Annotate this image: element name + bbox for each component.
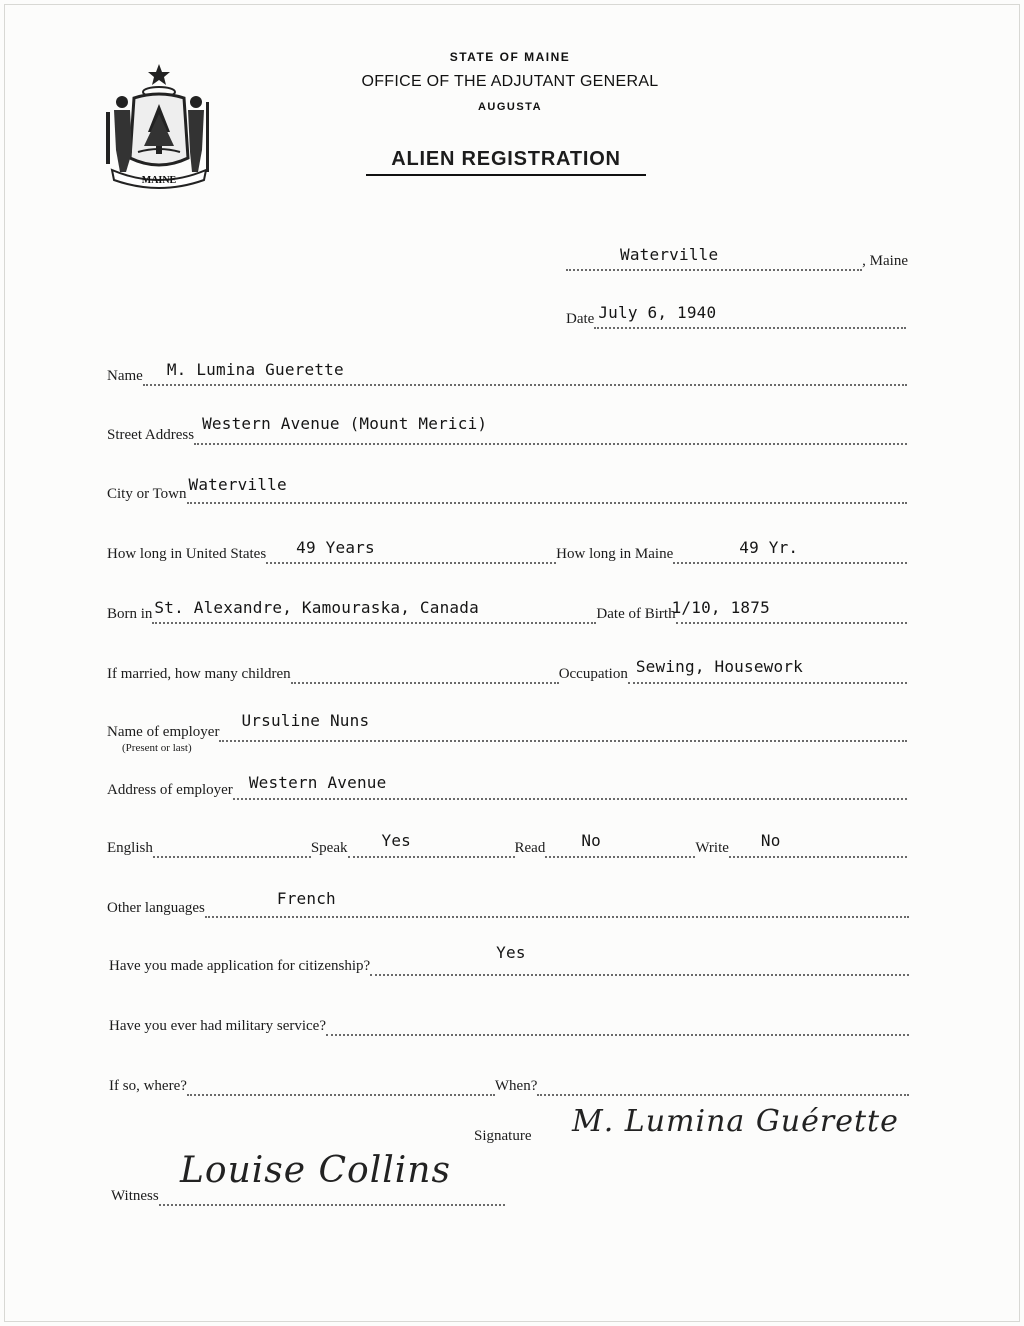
other-languages-label: Other languages [107,900,205,916]
military-row [109,1006,909,1036]
how-long-maine-value: 49 Yr. [739,538,799,557]
date-row [566,299,906,329]
date-of-birth-value: 1/10, 1875 [671,598,770,617]
city-field [187,472,907,504]
place-value: Waterville [620,245,719,264]
when-field [537,1064,909,1096]
employer-address-field [233,768,907,800]
citizenship-field [370,944,909,976]
date-field [594,297,906,329]
military-details-row [109,1066,909,1096]
street-address-label: Street Address [107,427,195,443]
witness-signature: Louise Collins [180,1150,451,1191]
street-address-value: Western Avenue (Mount Merici) [202,414,488,433]
city-label: City or Town [107,486,187,502]
how-long-maine-field [673,532,907,564]
place-suffix: , Maine [862,253,908,269]
english-label: English [107,840,153,856]
read-field [545,826,695,858]
residence-row [107,534,907,564]
english-field [153,826,311,858]
citizenship-row [109,943,909,976]
citizenship-label: Have you made application for citizenship? [109,958,371,974]
city-heading: AUGUSTA [477,101,543,113]
employer-address-row [107,770,907,800]
employer-name-label: Name of employer [107,724,220,740]
speak-value: Yes [381,831,412,850]
witness-label: Witness [111,1188,159,1204]
children-field [291,652,559,684]
occupation-field [628,652,907,684]
when-label: When? [494,1078,538,1094]
born-in-value: St. Alexandre, Kamouraska, Canada [154,598,479,617]
signature-label: Signature [474,1128,532,1144]
name-label: Name [107,368,143,384]
form-title: ALIEN REGISTRATION [366,148,646,176]
name-row [107,356,907,386]
city-row [107,474,907,504]
other-languages-field [205,886,909,918]
date-of-birth-label: Date of Birth [596,606,676,622]
employer-address-value: Western Avenue [248,773,387,792]
date-value: July 6, 1940 [598,303,717,322]
other-languages-value: French [276,889,336,908]
write-field [729,826,907,858]
employer-name-sublabel: (Present or last) [122,742,192,754]
read-label: Read [514,840,546,856]
how-long-us-field [266,532,556,564]
city-value: Waterville [188,475,287,494]
write-value: No [760,831,781,850]
where-field [187,1064,495,1096]
speak-field [348,826,515,858]
speak-label: Speak [310,840,348,856]
street-address-field [194,413,907,445]
employer-name-row [107,712,907,742]
citizenship-value: Yes [496,943,526,962]
employer-address-label: Address of employer [107,782,233,798]
how-long-us-label: How long in United States [107,546,267,562]
occupation-value: Sewing, Housework [635,657,803,676]
read-value: No [581,831,602,850]
military-label: Have you ever had military service? [109,1018,326,1034]
date-label: Date [566,311,595,327]
date-of-birth-field [671,592,907,624]
where-label: If so, where? [109,1078,187,1094]
place-row [566,241,908,271]
state-heading: STATE OF MAINE [449,50,571,64]
how-long-maine-label: How long in Maine [556,546,674,562]
street-address-row [107,415,907,445]
employer-name-value: Ursuline Nuns [241,711,370,730]
english-row [107,828,907,858]
office-heading: OFFICE OF THE ADJUTANT GENERAL [361,73,659,90]
name-value: M. Lumina Guerette [166,360,344,379]
children-occupation-row [107,654,907,684]
military-field [326,1004,909,1036]
born-in-label: Born in [107,606,153,622]
how-long-us-value: 49 Years [296,538,375,557]
born-in-field [152,592,596,624]
maine-seal-icon [104,62,214,190]
employer-name-field [219,710,907,742]
write-label: Write [695,840,729,856]
children-label: If married, how many children [107,666,291,682]
other-languages-row [107,888,909,918]
applicant-signature: M. Lumina Guérette [572,1104,899,1139]
occupation-label: Occupation [558,666,628,682]
name-field [143,354,907,386]
svg-text:MAINE: MAINE [141,175,177,186]
birth-row [107,594,907,624]
place-field [566,239,862,271]
